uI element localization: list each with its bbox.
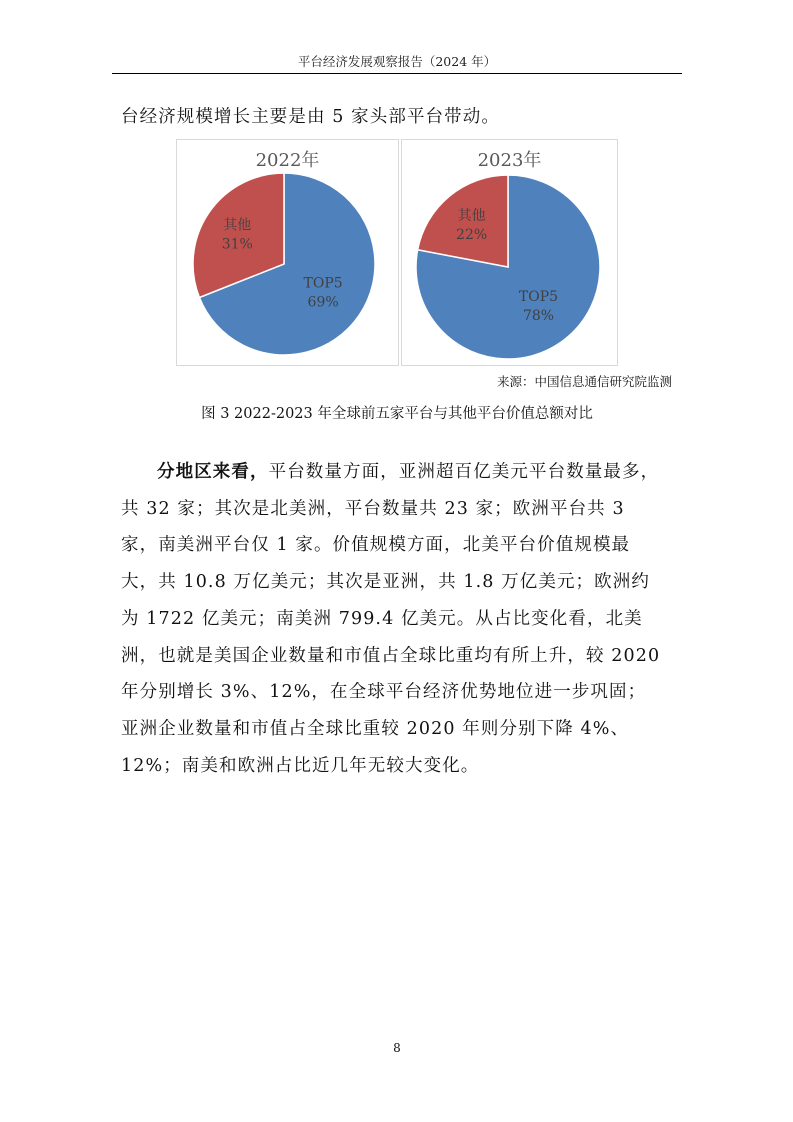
intro-paragraph: 台经济规模增长主要是由 5 家头部平台带动。 — [121, 107, 500, 127]
running-header: 平台经济发展观察报告（2024 年） — [297, 54, 497, 69]
chart-title-2023: 2023年 — [477, 150, 542, 171]
paragraph-text: 平台数量方面，亚洲超百亿美元平台数量最多，共 32 家；其次是北美洲，平台数量共 23 家；欧洲平台共 3 家，南美洲平台仅 1 家。价值规模方面，北美平台价值规模最大，共 10.8 万亿美元；其次是亚洲，共 1.8 万亿美元；欧洲约为 1722 亿美元；南美洲 799.4 亿美元。从占比变化看，北美洲，也就是美国企业数量和市值占全球比重均有所上升，较 2020 年分别增长 3%、12%，在全球平台经济优势地位进一步巩固；亚洲企业数量和市值占全球比重较 2020 年则分别下降 4%、12%；南美和欧洲占比近几年无较大变化。 — [121, 462, 661, 776]
body-paragraph — [121, 454, 661, 784]
slice-label: TOP5 — [518, 288, 559, 305]
figure-source: 来源：中国信息通信研究院监测 — [496, 374, 672, 389]
figure-caption: 图 3 2022-2023 年全球前五家平台与其他平台价值总额对比 — [201, 406, 593, 422]
pie-svg-2023 — [402, 140, 617, 365]
paragraph-lead: 分地区来看， — [157, 462, 269, 482]
pie-chart-2023 — [401, 139, 618, 366]
pie-svg-2022 — [177, 140, 398, 365]
slice-label: 其他 — [457, 208, 486, 224]
slice-value: 31% — [221, 236, 253, 253]
slice-value: 22% — [456, 227, 488, 243]
slice-value: 78% — [522, 307, 555, 324]
slice-value: 69% — [307, 294, 339, 311]
chart-title-2022: 2022年 — [255, 150, 320, 171]
header-rule — [112, 73, 682, 74]
slice-label: TOP5 — [303, 275, 343, 292]
pie-chart-2022 — [176, 139, 399, 366]
slice-label: 其他 — [223, 217, 252, 234]
page-number: 8 — [393, 1041, 401, 1055]
